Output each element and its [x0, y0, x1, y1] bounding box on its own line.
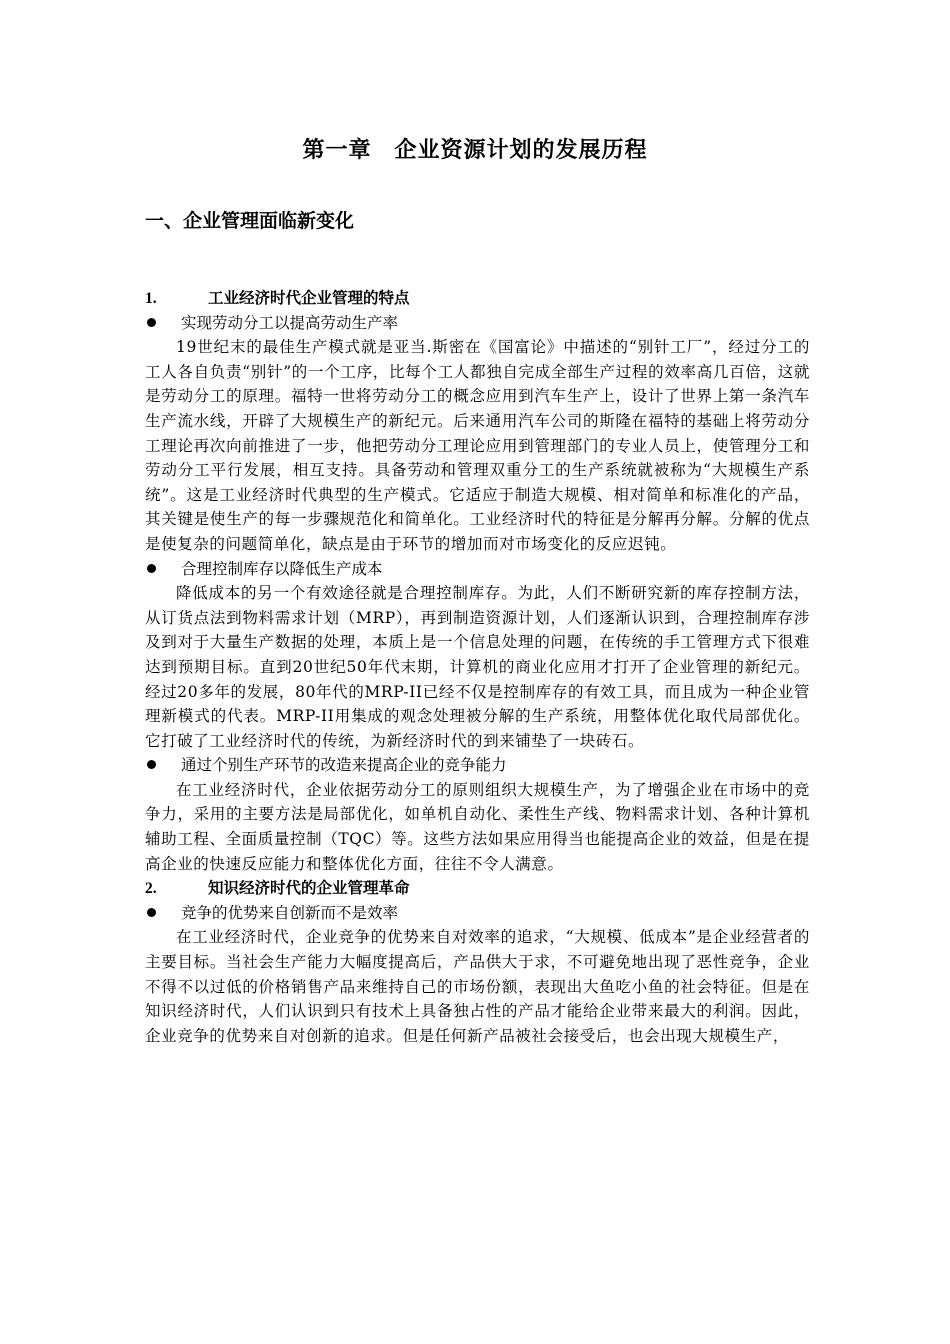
paragraph-2: 降低成本的另一个有效途径就是合理控制库存。为此，人们不断研究新的库存控制方法，从订货点法到物料需求计划（MRP），再到制造资源计划，人们逐渐认识到，合理控制库存涉及到对于大量生产数据的处理，本质上是一个信息处理的问题，在传统的手工管理方式下很难达到预期目标。直到20世纪50年代末期，计算机的商业化应用才打开了企业管理的新纪元。经过20多年的发展，80年代的MRP-II已经不仅是控制库存的有效工具，而且成为一种企业管理新模式的代表。MRP-II用集成的观念处理被分解的生产系统，用整体优化取代局部优化。它打破了工业经济时代的传统，为新经济时代的到来铺垫了一块砖石。	[145, 584, 810, 750]
paragraph-3: 在工业经济时代，企业依据劳动分工的原则组织大规模生产，为了增强企业在市场中的竞争力，采用的主要方法是局部优化，如单机自动化、柔性生产线、物料需求计划、各种计算机辅助工程、全面质量控制（TQC）等。这些方法如果应用得当也能提高企业的效益，但是在提高企业的快速反应能力和整体优化方面，往往不令人满意。	[145, 780, 810, 873]
subheading-1	[145, 286, 810, 311]
bullet-dot-icon	[145, 901, 181, 926]
bullet-2-label: 合理控制库存以降低生产成本	[181, 559, 383, 578]
bullet-item-1	[145, 311, 810, 336]
bullet-item-4	[145, 901, 810, 926]
section-title: 一、企业管理面临新变化	[145, 210, 355, 232]
subheading-2-title: 知识经济时代的企业管理革命	[208, 879, 410, 898]
bullet-dot-icon	[145, 753, 181, 778]
body-text	[145, 286, 810, 1048]
bullet-3-label: 通过个别生产环节的改造来提高企业的竞争能力	[181, 756, 507, 775]
subheading-1-title: 工业经济时代企业管理的特点	[208, 289, 410, 307]
bullet-dot-icon	[145, 557, 181, 582]
bullet-4-label: 竞争的优势来自创新而不是效率	[181, 903, 399, 922]
bullet-dot-icon	[145, 311, 181, 336]
subheading-1-number: 1.	[145, 290, 157, 307]
subheading-2-number: 2.	[145, 880, 157, 898]
bullet-item-3	[145, 753, 810, 778]
paragraph-4: 在工业经济时代，企业竞争的优势来自对效率的追求，“大规模、低成本”是企业经营者的主要目标。当社会生产能力大幅度提高后，产品供大于求，不可避免地出现了恶性竞争，企业不得不以过低的价格销售产品来维持自己的市场份额，表现出大鱼吃小鱼的社会特征。但是在知识经济时代，人们认识到只有技术上具备独占性的产品才能给企业带来最大的利润。因此，企业竞争的优势来自对创新的追求。但是任何新产品被社会接受后，也会出现大规模生产，	[145, 928, 810, 1045]
bullet-1-label: 实现劳动分工以提高劳动生产率	[181, 313, 399, 332]
subheading-2	[145, 876, 810, 901]
paragraph-1: 19世纪末的最佳生产模式就是亚当.斯密在《国富论》中描述的“别针工厂”，经过分工的工人各自负责“别针”的一个工序，比每个工人都独自完成全部生产过程的效率高几百倍，这就是劳动分工的原理。福特一世将劳动分工的概念应用到汽车生产上，设计了世界上第一条汽车生产流水线，开辟了大规模生产的新纪元。后来通用汽车公司的斯隆在福特的基础上将劳动分工理论再次向前推进了一步，他把劳动分工理论应用到管理部门的专业人员上，使管理分工和劳动分工平行发展，相互支持。具备劳动和管理双重分工的生产系统就被称为“大规模生产系统”。这是工业经济时代典型的生产模式。它适应于制造大规模、相对简单和标准化的产品，其关键是使生产的每一步骤规范化和简单化。工业经济时代的特征是分解再分解。分解的优点是使复杂的问题简单化，缺点是由于环节的增加而对市场变化的反应迟钝。	[145, 338, 810, 553]
chapter-title: 第一章 企业资源计划的发展历程	[302, 138, 648, 163]
bullet-item-2	[145, 557, 810, 582]
